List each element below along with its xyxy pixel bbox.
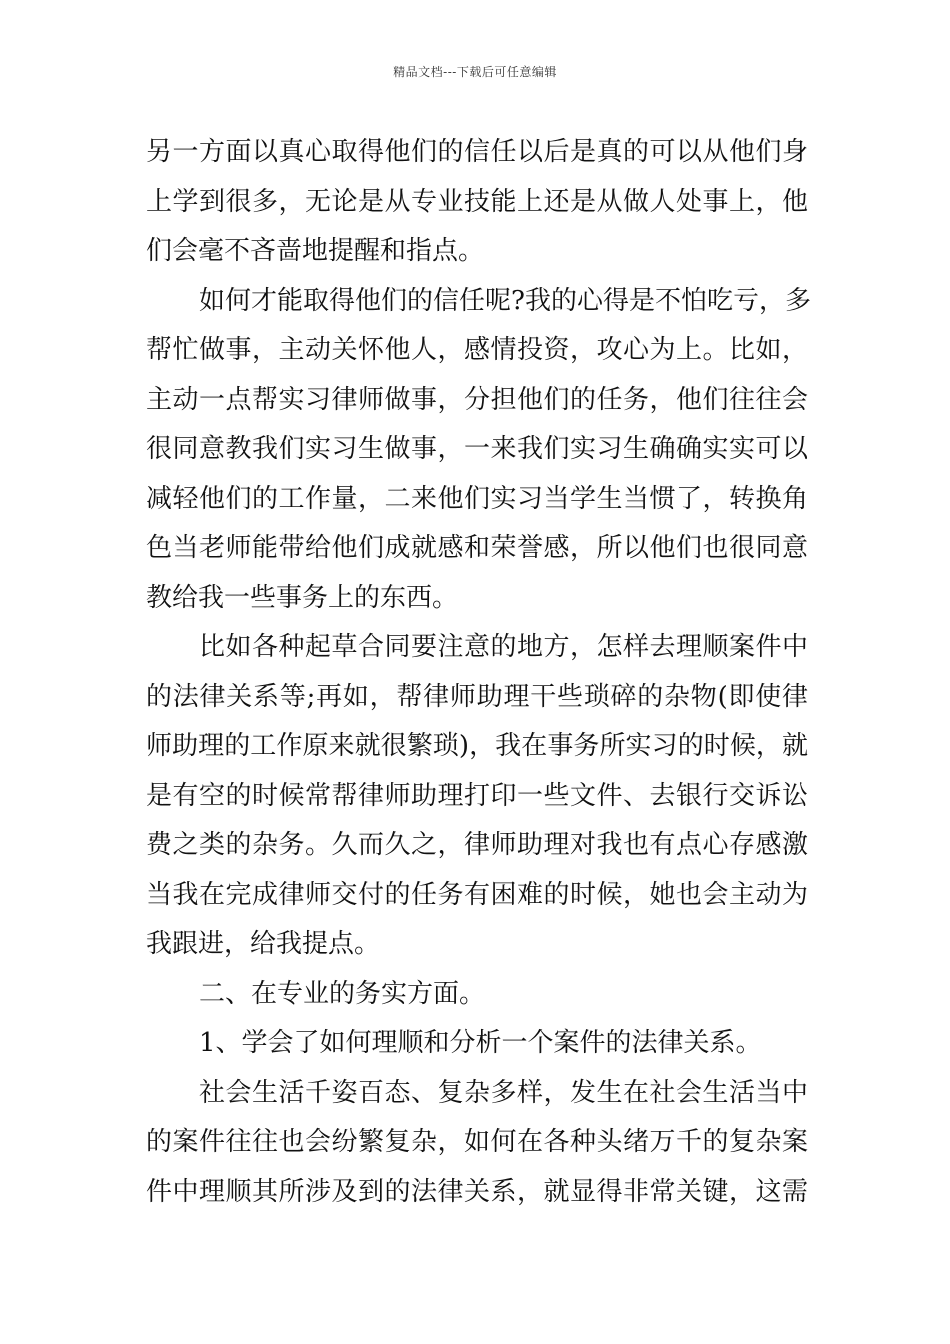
subsection-heading: 1、学会了如何理顺和分析一个案件的法律关系。	[199, 1028, 762, 1058]
text-line: 减轻他们的工作量，二来他们实习当学生当惯了，转换角	[146, 483, 808, 514]
text-line: 上学到很多，无论是从专业技能上还是从做人处事上，他	[146, 186, 808, 217]
text-line: 们会毫不吝啬地提醒和指点。	[146, 236, 485, 266]
text-line: 的案件往往也会纷繁复杂，如何在各种头绪万千的复杂案	[146, 1127, 808, 1157]
text-line: 费之类的杂务。久而久之，律师助理对我也有点心存感激	[146, 830, 808, 860]
text-line: 主动一点帮实习律师做事，分担他们的任务，他们往往会	[146, 384, 808, 415]
paragraph-start-line: 社会生活千姿百态、复杂多样，发生在社会生活当中	[199, 1077, 808, 1108]
paragraph-start-line: 比如各种起草合同要注意的地方，怎样去理顺案件中	[199, 632, 808, 662]
text-line: 我跟进，给我提点。	[146, 929, 381, 959]
page-header: 精品文档---下载后可任意编辑	[393, 65, 557, 79]
text-line: 是有空的时候常帮律师助理打印一些文件、去银行交诉讼	[146, 780, 808, 811]
text-line: 师助理的工作原来就很繁琐)，我在事务所实习的时候，就	[146, 731, 808, 761]
text-line: 另一方面以真心取得他们的信任以后是真的可以从他们身	[146, 137, 808, 167]
text-line: 当我在完成律师交付的任务有困难的时候，她也会主动为	[146, 879, 808, 910]
document-body	[146, 128, 811, 1217]
text-line: 色当老师能带给他们成就感和荣誉感，所以他们也很同意	[146, 533, 808, 563]
text-line: 件中理顺其所涉及到的法律关系，就显得非常关键，这需	[146, 1176, 808, 1207]
text-line: 教给我一些事务上的东西。	[146, 582, 459, 613]
paragraph-start-line: 如何才能取得他们的信任呢?我的心得是不怕吃亏，多	[199, 285, 811, 316]
text-line: 很同意教我们实习生做事，一来我们实习生确确实实可以	[146, 434, 808, 464]
section-heading: 二、在专业的务实方面。	[199, 978, 486, 1009]
text-line: 的法律关系等;再如，帮律师助理干些琐碎的杂物(即使律	[146, 681, 808, 712]
text-line: 帮忙做事，主动关怀他人，感情投资，攻心为上。比如，	[146, 335, 808, 365]
